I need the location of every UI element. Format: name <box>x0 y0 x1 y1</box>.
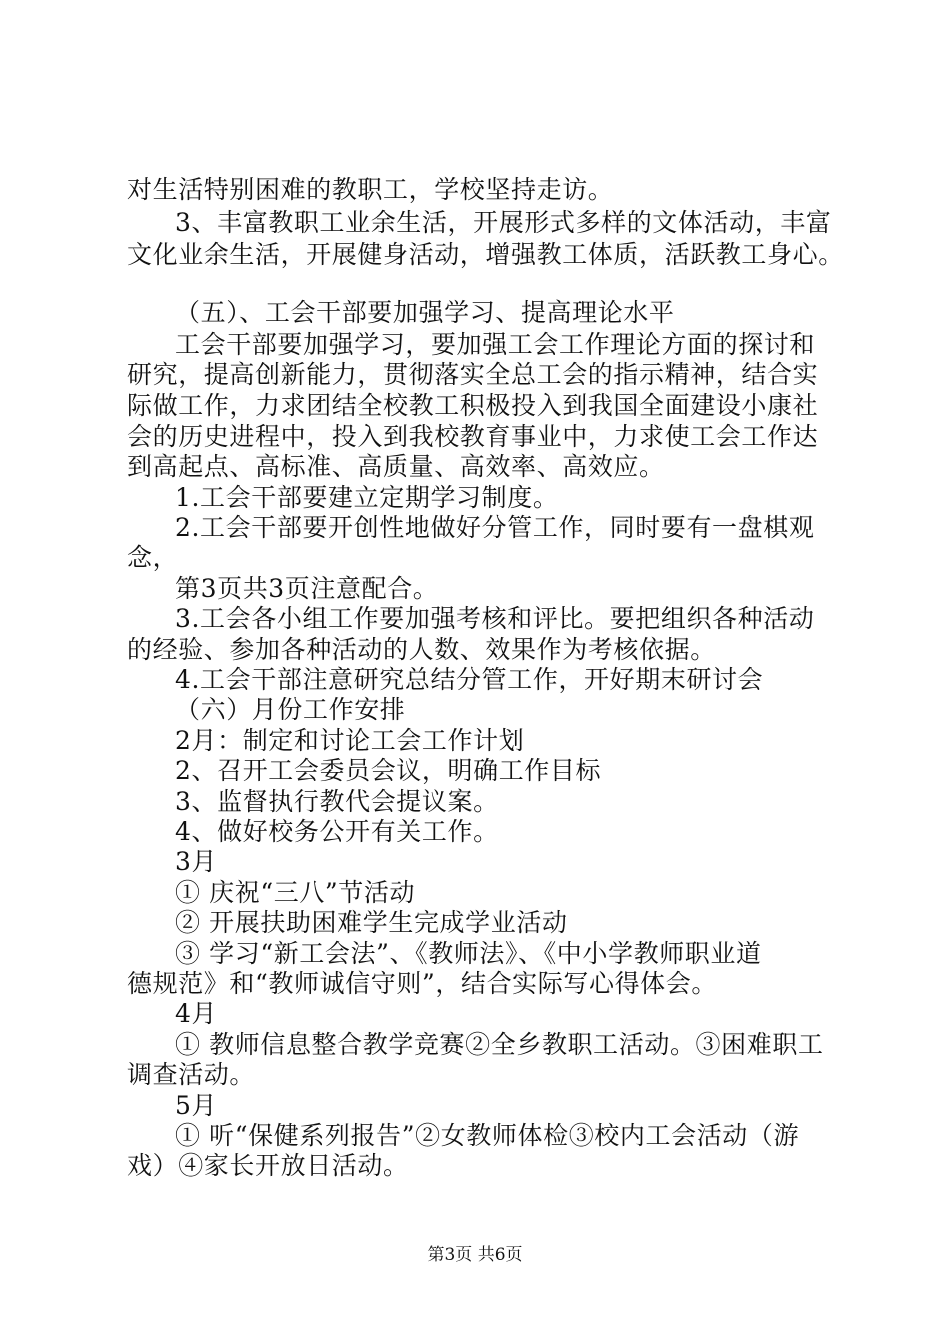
body-text-line: 对生活特别困难的教职工，学校坚持走访。 <box>127 175 614 204</box>
page-footer: 第3页 共6页 <box>427 1245 523 1265</box>
body-text-line: 2、召开工会委员会议，明确工作目标 <box>175 756 602 785</box>
body-text-line: 3、丰富教职工业余生活，开展形式多样的文体活动，丰富 <box>175 208 832 237</box>
body-text-line: 工会干部要加强学习，要加强工会工作理论方面的探讨和 <box>175 330 816 359</box>
list-item: ③ 学习“新工会法”、《教师法》、《中小学教师职业道 <box>175 939 762 968</box>
body-text-line: 际做工作，力求团结全校教工积极投入到我国全面建设小康社 <box>127 391 819 420</box>
list-item: ① 听“保健系列报告”②女教师体检③校内工会活动（游 <box>175 1121 800 1150</box>
list-item: ① 教师信息整合教学竞赛②全乡教职工活动。③困难职工 <box>175 1030 824 1059</box>
body-text-line: 调查活动。 <box>127 1060 256 1089</box>
month-heading: 3月 <box>175 847 218 876</box>
body-text-line: 的经验、参加各种活动的人数、效果作为考核依据。 <box>127 635 716 664</box>
body-text-line: 4.工会干部注意研究总结分管工作，开好期末研讨会 <box>175 665 764 694</box>
body-text-line: 研究，提高创新能力，贯彻落实全总工会的指示精神，结合实 <box>127 360 819 389</box>
body-text-line: 到高起点、高标准、高质量、高效率、高效应。 <box>127 452 665 481</box>
list-item: ② 开展扶助困难学生完成学业活动 <box>175 908 568 937</box>
body-text-line: 1.工会干部要建立定期学习制度。 <box>175 483 559 512</box>
inline-page-note: 第3页共3页注意配合。 <box>175 574 439 603</box>
body-text-line: 念， <box>127 543 179 572</box>
body-text-line: 文化业余生活，开展健身活动，增强教工体质，活跃教工身心。 <box>127 240 844 269</box>
body-text-line: 3、监督执行教代会提议案。 <box>175 787 499 816</box>
month-heading: 5月 <box>175 1091 218 1120</box>
month-heading: 4月 <box>175 999 218 1028</box>
body-text-line: 2.工会干部要开创性地做好分管工作，同时要有一盘棋观 <box>175 513 815 542</box>
body-text-line: 会的历史进程中，投入到我校教育事业中，力求使工会工作达 <box>127 422 819 451</box>
body-text-line: 2月：制定和讨论工会工作计划 <box>175 726 525 755</box>
section-heading: （五）、工会干部要加强学习、提高理论水平 <box>175 298 675 327</box>
body-text-line: 德规范》和“教师诚信守则”，结合实际写心得体会。 <box>127 969 717 998</box>
list-item: ① 庆祝“三八”节活动 <box>175 878 416 907</box>
section-heading: （六）月份工作安排 <box>175 695 406 724</box>
body-text-line: 3.工会各小组工作要加强考核和评比。要把组织各种活动 <box>175 604 815 633</box>
body-text-line: 4、做好校务公开有关工作。 <box>175 817 499 846</box>
body-text-line: 戏）④家长开放日活动。 <box>127 1151 409 1180</box>
